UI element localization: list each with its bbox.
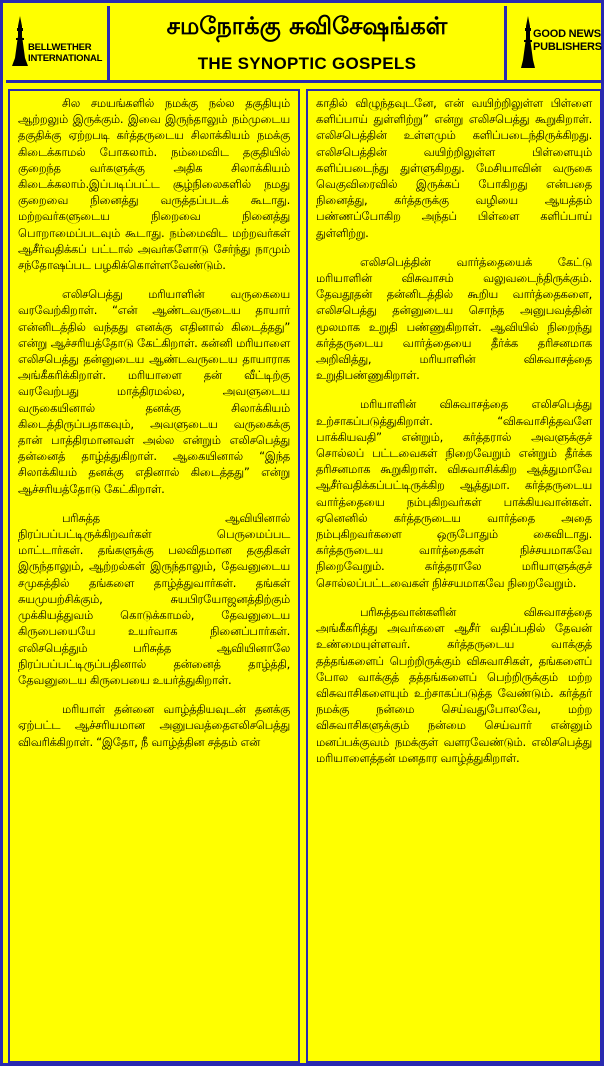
- logo-line-2: PUBLISHERS: [533, 41, 602, 53]
- logo-line-1: BELLWETHER: [28, 42, 92, 53]
- header: [6, 6, 604, 80]
- paragraph: பரிசுத்த ஆவியினால் நிரப்பப்பட்டிருக்கிறவர்கள் பெருமைப்பட மாட்டார்கள். தங்களுக்கு பலவிதமான தகுதிகள் இருந்தாலும், ஆற்றல்கள் இருந்தாலும், தேவனுடைய சமுகத்தில் தங்களை தாழ்த்துவார்கள். தங்கள் சுயமுயற்சிக்கும், சுயபிரயோஜனத்திற்கும் முக்கியத்துவம் கொடுக்காமல், தேவனுடைய கிருபையையே உயர்வாக நினைப்பார்கள். எலிசபெத்தும் பரிசுத்த ஆவியினாலே நிரப்பப்பட்டிருப்பதினால் தன்னைத் தாழ்த்தி, தேவனுடைய கிருபையை உயர்த்துகிறாள்.: [18, 510, 290, 687]
- paragraph: பரிசுத்தவான்களின் விசுவாசத்தை அங்கீகரித்து அவர்களை ஆசீர் வதிப்பதில் தேவன் உண்மையுள்ளவர். கர்த்தருடைய வாக்குத் தத்தங்களைப் பெற்றிருக்கும் விசுவாசிகள், தங்களைப் போல வாக்குத் தத்தங்களைப் பெற்றிருக்கும் மற்ற விசுவாசிகளையும் உற்சாகப்படுத்த வேண்டும். கர்த்தர் நமக்கு நன்மை செய்வதுபோலவே, மற்ற விசுவாசிகளுக்கும் நன்மை செய்வார் என்னும் மனப்பக்குவம் நமக்குள் வளரவேண்டும். எலிசபெத்து மரியாளைத்தன் மனதார வாழ்த்துகிறாள்.: [316, 604, 592, 765]
- header-divider: [6, 80, 604, 83]
- tower-icon: [12, 16, 28, 66]
- page-title-tamil: சமநோக்கு சுவிசேஷங்கள்: [166, 12, 448, 40]
- paragraph: காதில் விழுந்தவுடனே, என் வயிற்றிலுள்ள பிள்ளை களிப்பாய் துள்ளிற்று” என்று எலிசபெத்து கூறுகிறாள். எலிசபெத்தின் உள்ளமும் களிப்படைந்திருக்கிறது. எலிசபெத்தின் வயிற்றிலுள்ள பிள்ளையும் களிப்படைந்து துள்ளுகிறது. மேசியாவின் வருகை வெகுவிரைவில் இருக்கப் போகிறது என்பதை நினைத்து, கர்த்தருக்கு வழியை ஆயத்தம் பண்ணப்போகிற அந்தப் பிள்ளை களிப்பாய் துள்ளிற்று.: [316, 96, 592, 240]
- logo-text: [533, 28, 602, 54]
- paragraph: எலிசபெத்தின் வார்த்தையைக் கேட்டு மரியாளின் விசுவாசம் வலுவடைந்திருக்கும். தேவதூதன் தன்னிடத்தில் கூறிய வார்த்தைகளை, எலிசபெத்து தன்னுடைய சொந்த அனுபவத்தின் மூலமாக உறுதி பண்ணுகிறாள். ஆவியில் நிறைந்து கர்த்தருடைய வார்த்தையை தீர்க்க தரிசனமாக அறிவித்து, மரியாளின் விசுவாசத்தை உறுதிபண்ணுகிறாள்.: [316, 254, 592, 383]
- right-column: [306, 89, 602, 1063]
- paragraph: சில சமயங்களில் நமக்கு நல்ல தகுதியும் ஆற்றலும் இருக்கும். இவை இருந்தாலும் நம்முடைய தகுதிக்கு ஏற்றபடி கர்த்தருடைய சிலாக்கியம் நமக்கு கிடைக்காமல் போகலாம். நம்மைவிட தகுதியில் குறைந்த வர்களுக்கு அதிக சிலாக்கியம் கிடைக்கலாம்.இப்படிப்பட்ட சூழ்நிலைகளில் நமது குறைவை நினைத்து வருத்தப்படக் கூடாது. மற்றவர்களுடைய நிறைவை நினைத்து பொறாமைப்படவும் கூடாது. நம்மைவிட மற்றவர்கள் ஆசீர்வதிக்கப் பட்டால் அவர்களோடு சேர்ந்து நாமும் சந்தோஷப்பட பழகிக்கொள்ளவேண்டும்.: [18, 96, 290, 273]
- paragraph: மரியாள் தன்னை வாழ்த்தியவுடன் தனக்கு ஏற்பட்ட ஆச்சரியமான அனுபவத்தைஎலிசபெத்து விவரிக்கிறாள். “இதோ, நீ வாழ்த்தின சத்தம் என்: [18, 702, 290, 749]
- page-title-english: THE SYNOPTIC GOSPELS: [197, 54, 417, 73]
- good-news-logo: [504, 6, 604, 80]
- title-area: [110, 6, 504, 80]
- paragraph: எலிசபெத்து மரியாளின் வருகையை வரவேற்கிறாள். “என் ஆண்டவருடைய தாயார் என்னிடத்தில் வந்தது எனக்கு எதினால் கிடைத்தது” என்று ஆச்சரியத்தோடு கேட்கிறாள். கன்னி மரியாளை எலிசபெத்து தன்னுடைய ஆண்டவருடைய தாயாராக அங்கீகரிக்கிறாள். மரியாளை தன் வீட்டிற்கு வரவேற்பது மாத்திரமல்ல, அவளுடைய வருகையினால் தனக்கு சிலாக்கியம் கிடைத்திருப்பதாகவும், அவளுடைய வருகைக்கு தான் பாத்திரமானவள் அல்ல என்றும் எலிசபெத்து தன்னைத் தாழ்த்துகிறாள். ஆகையினால் “இந்த சிலாக்கியம் தனக்கு எதினால் கிடைத்தது” என்று ஆச்சரியத்தோடு கேட்கிறாள்.: [18, 287, 290, 496]
- logo-text: [28, 42, 102, 64]
- left-column: [8, 89, 300, 1063]
- paragraph: மரியாளின் விசுவாசத்தை எலிசபெத்து உற்சாகப்படுத்துகிறாள். “விசுவாசித்தவளே பாக்கியவதி” என்றும், கர்த்தரால் அவளுக்குச் சொல்லப் பட்டவைகள் நிறைவேறும் என்றும் தீர்க்க தரிசனமாக கூறுகிறாள். விசுவாசிக்கிற ஆத்துமாவே ஆசீர்வதிக்கப்பட்டிருக்கிற ஆத்துமா. கர்த்தருடைய வார்த்தையை நம்புகிறவர்கள் பாக்கியவான்கள். ஏனெனில் கர்த்தருடைய வார்த்தை அதை நம்புகிறவர்களை ஒருபோதும் கைவிடாது. கர்த்தருடைய வார்த்தைகள் நிச்சயமாகவே நிறைவேறும். கர்த்தராலே மரியாளுக்குச் சொல்லப்பட்டவைகள் நிச்சயமாகவே நிறைவேறும்.: [316, 397, 592, 590]
- logo-line-1: GOOD NEWS: [533, 28, 601, 40]
- bellwether-logo: [6, 6, 110, 80]
- logo-line-2: INTERNATIONAL: [28, 53, 103, 64]
